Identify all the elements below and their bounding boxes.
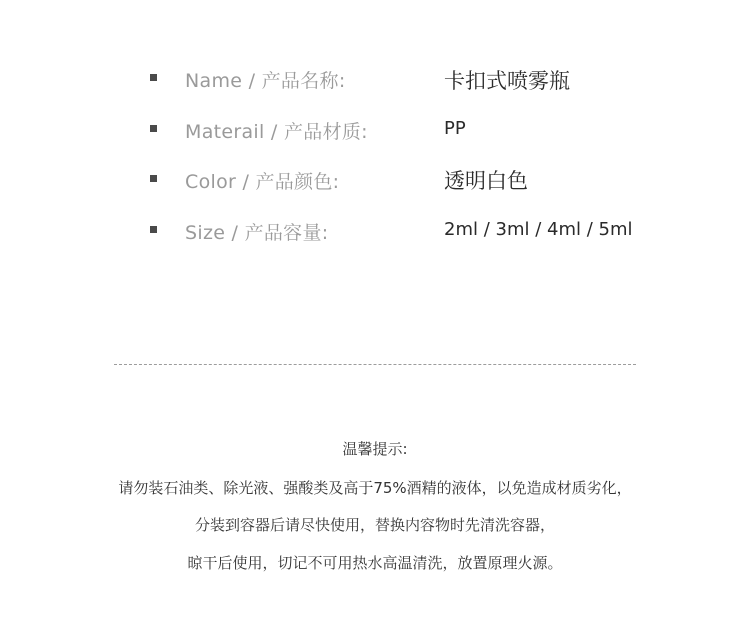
square-bullet-icon: [150, 175, 157, 182]
notice-title: 温馨提示:: [342, 440, 408, 458]
spec-value: 卡扣式喷雾瓶: [444, 69, 570, 93]
spec-value: 透明白色: [444, 169, 528, 193]
notice-line: 晾干后使用，切记不可用热水高温清洗，放置原理火源。: [187, 554, 563, 572]
square-bullet-icon: [150, 74, 157, 81]
dashed-divider: [114, 364, 636, 365]
notice-line: 分装到容器后请尽快使用，替换内容物时先清洗容器，: [194, 516, 555, 534]
notice-line: 请勿装石油类、除光液、强酸类及高于75%酒精的液体，以免造成材质劣化，: [118, 479, 632, 497]
spec-value: PP: [444, 118, 466, 139]
spec-value: 2ml / 3ml / 4ml / 5ml: [444, 219, 633, 240]
spec-label: Name / 产品名称:: [185, 70, 346, 92]
spec-row-material: [0, 108, 750, 148]
spec-label: Size / 产品容量:: [185, 222, 329, 244]
spec-row-size: [0, 210, 750, 250]
spec-row-name: [0, 58, 750, 98]
square-bullet-icon: [150, 125, 157, 132]
spec-row-color: [0, 159, 750, 199]
square-bullet-icon: [150, 226, 157, 233]
spec-label: Materail / 产品材质:: [185, 121, 368, 143]
spec-label: Color / 产品颜色:: [185, 171, 340, 193]
